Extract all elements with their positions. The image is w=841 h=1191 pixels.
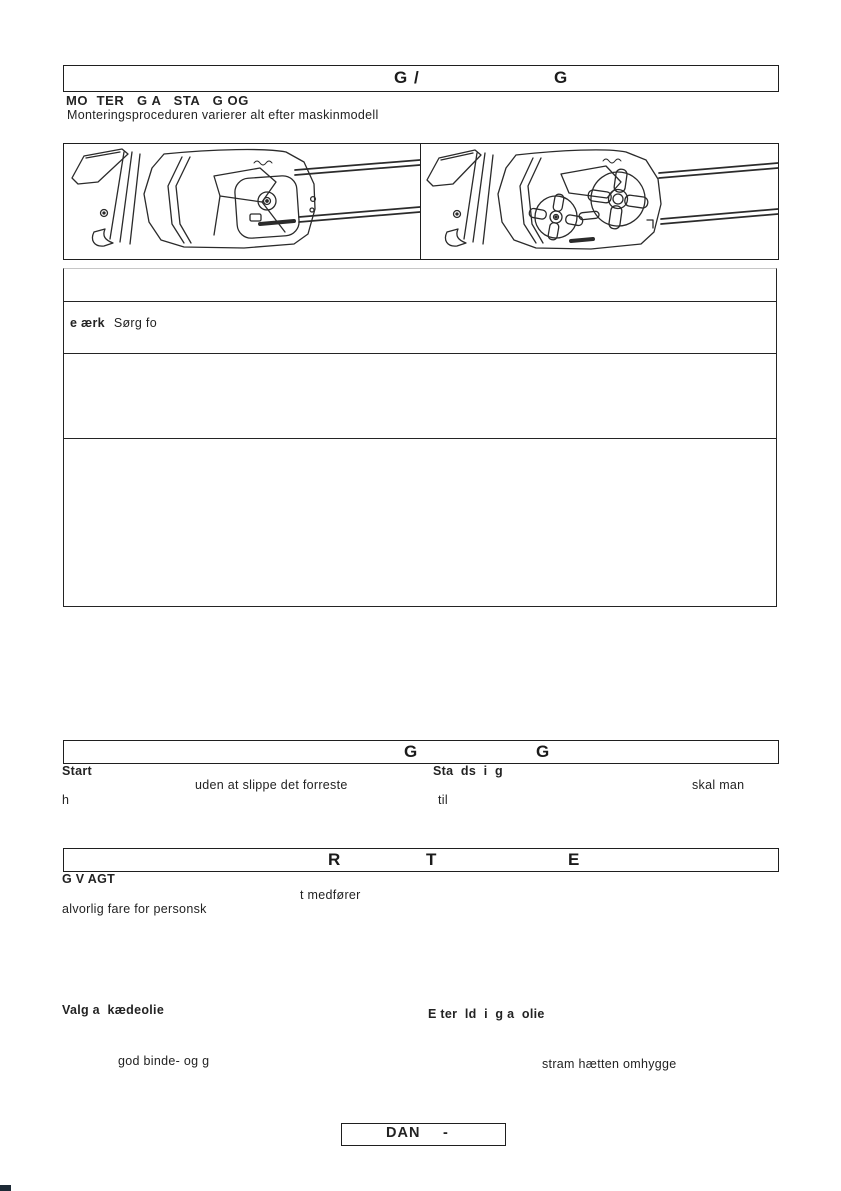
tension-knob-small bbox=[525, 190, 586, 245]
faded-title-fragment: G bbox=[554, 68, 569, 87]
motor-housing bbox=[144, 150, 315, 248]
oil-refill-heading: E ter ld i g a olie bbox=[428, 1007, 545, 1021]
bracket bbox=[647, 220, 653, 228]
machine-drawing-left bbox=[64, 144, 420, 256]
oil-choice-body-fragment: god binde- og g bbox=[118, 1054, 210, 1068]
scan-artifact bbox=[0, 1185, 11, 1191]
instruction-box-note bbox=[63, 301, 777, 355]
note-label: e ærk bbox=[70, 316, 105, 330]
oil-choice-heading: Valg a kædeolie bbox=[62, 1003, 165, 1017]
stop-body-fragment: til bbox=[438, 793, 448, 807]
page-dash: - bbox=[443, 1125, 448, 1141]
note-text: Sørg fo bbox=[113, 316, 157, 330]
mounting-heading: MO TER G A STA G OG bbox=[66, 93, 249, 108]
warning-body-fragment: alvorlig fare for personsk bbox=[62, 902, 207, 916]
tension-knob-large bbox=[584, 165, 652, 233]
warning-body-fragment: t medfører bbox=[300, 888, 361, 902]
stop-heading: Sta ds i g bbox=[433, 764, 503, 778]
start-heading: Start bbox=[62, 764, 92, 778]
oil-refill-body-fragment: stram hætten omhygge bbox=[542, 1057, 677, 1071]
handle bbox=[427, 150, 493, 246]
faded-title-fragment: G bbox=[536, 742, 551, 761]
faded-title-fragment: R bbox=[328, 850, 342, 869]
section-title-bar-mounting bbox=[63, 65, 779, 92]
stop-body-fragment: skal man bbox=[692, 778, 745, 792]
machine-drawing-right bbox=[421, 144, 778, 256]
start-body-fragment: uden at slippe det forreste bbox=[195, 778, 348, 792]
mounting-subheading: Monteringsproceduren varierer alt efter maskinmodell bbox=[67, 108, 379, 122]
dark-slot bbox=[571, 239, 593, 241]
start-body-fragment: h bbox=[62, 793, 70, 807]
instruction-box-1 bbox=[63, 268, 777, 303]
faded-title-fragment: G / bbox=[394, 68, 420, 87]
faded-title-fragment: E bbox=[568, 850, 581, 869]
motor-housing bbox=[498, 150, 661, 249]
instruction-box-2 bbox=[63, 353, 777, 440]
handle bbox=[72, 149, 140, 246]
guide-bar bbox=[659, 163, 778, 224]
footer-language-box bbox=[341, 1123, 506, 1146]
section-title-bar-use bbox=[63, 848, 779, 872]
faded-title-fragment: T bbox=[426, 850, 438, 869]
section-title-bar-startstop bbox=[63, 740, 779, 764]
language-label: DAN bbox=[386, 1125, 421, 1141]
instruction-box-3 bbox=[63, 438, 777, 607]
warning-heading: G V AGT bbox=[62, 872, 116, 886]
illustration-panel bbox=[63, 143, 779, 260]
faded-title-fragment: G bbox=[404, 742, 419, 761]
